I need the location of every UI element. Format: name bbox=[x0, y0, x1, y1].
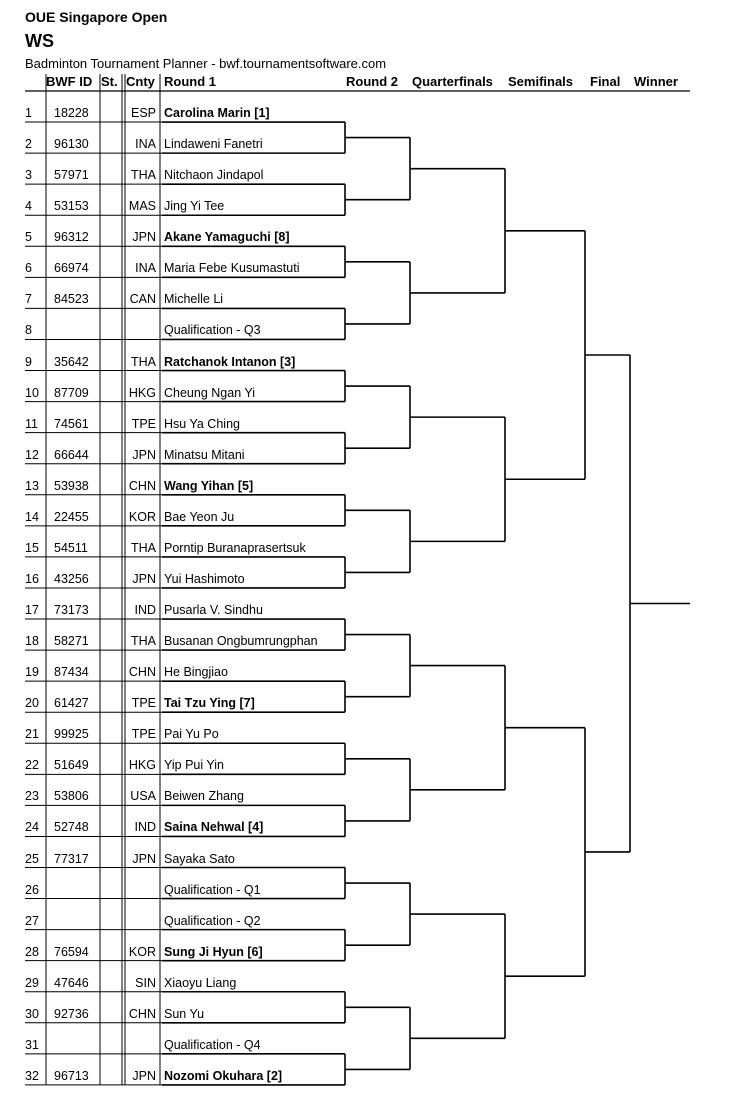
player-country: THA bbox=[131, 540, 156, 555]
draw-position: 18 bbox=[25, 634, 39, 649]
player-name: Lindaweni Fanetri bbox=[164, 137, 263, 152]
player-bwf-id: 77317 bbox=[54, 851, 89, 866]
player-bwf-id: 47646 bbox=[54, 975, 89, 990]
player-country: KOR bbox=[128, 509, 156, 524]
draw-position: 20 bbox=[25, 696, 39, 711]
col-round1: Round 1 bbox=[164, 74, 216, 89]
draw-position: 28 bbox=[25, 944, 39, 959]
col-country: Cnty bbox=[126, 74, 155, 89]
draw-position: 11 bbox=[25, 416, 38, 431]
draw-position: 30 bbox=[25, 1006, 39, 1021]
draw-position: 6 bbox=[25, 261, 32, 276]
player-country: CHN bbox=[128, 1006, 156, 1021]
draw-position: 24 bbox=[25, 820, 39, 835]
draw-position: 7 bbox=[25, 292, 32, 307]
player-name: Sayaka Sato bbox=[164, 851, 235, 866]
player-country: INA bbox=[135, 261, 156, 276]
col-final: Final bbox=[590, 74, 621, 89]
player-bwf-id: 92736 bbox=[54, 1006, 89, 1021]
col-winner: Winner bbox=[634, 74, 678, 89]
player-bwf-id: 96312 bbox=[54, 230, 89, 245]
player-name: Pusarla V. Sindhu bbox=[164, 603, 263, 618]
draw-position: 32 bbox=[25, 1068, 39, 1083]
player-country: TPE bbox=[131, 727, 156, 742]
draw-position: 4 bbox=[25, 199, 32, 214]
player-country: JPN bbox=[132, 230, 156, 245]
draw-position: 2 bbox=[25, 137, 32, 152]
player-name: Yip Pui Yin bbox=[164, 758, 224, 773]
draw-position: 13 bbox=[25, 478, 39, 493]
player-name: Cheung Ngan Yi bbox=[164, 385, 256, 400]
player-name: Qualification - Q4 bbox=[164, 1037, 261, 1052]
player-name: Wang Yihan [5] bbox=[164, 478, 254, 493]
player-bwf-id: 61427 bbox=[54, 696, 89, 711]
player-bwf-id: 18228 bbox=[54, 106, 89, 121]
player-country: HKG bbox=[128, 385, 156, 400]
player-country: JPN bbox=[132, 851, 156, 866]
draw-position: 14 bbox=[25, 509, 39, 524]
player-name: Maria Febe Kusumastuti bbox=[164, 261, 300, 276]
player-bwf-id: 66974 bbox=[54, 261, 89, 276]
category-title: WS bbox=[25, 31, 54, 51]
player-country: CHN bbox=[128, 665, 156, 680]
player-name: Minatsu Mitani bbox=[164, 447, 245, 462]
subtitle: Badminton Tournament Planner - bwf.tournamentsoftware.com bbox=[25, 56, 387, 71]
player-bwf-id: 99925 bbox=[54, 727, 89, 742]
player-country: TPE bbox=[131, 416, 156, 431]
player-country: THA bbox=[131, 634, 156, 649]
player-bwf-id: 51649 bbox=[54, 758, 89, 773]
player-name: Tai Tzu Ying [7] bbox=[164, 696, 255, 711]
player-country: THA bbox=[131, 168, 156, 183]
player-bwf-id: 76594 bbox=[54, 944, 89, 959]
player-bwf-id: 84523 bbox=[54, 292, 89, 307]
player-name: Jing Yi Tee bbox=[164, 199, 225, 214]
col-semifinals: Semifinals bbox=[508, 74, 574, 89]
player-bwf-id: 96130 bbox=[54, 137, 89, 152]
draw-position: 8 bbox=[25, 323, 32, 338]
player-name: Pai Yu Po bbox=[164, 727, 219, 742]
player-bwf-id: 58271 bbox=[54, 634, 89, 649]
player-country: ESP bbox=[130, 106, 156, 121]
player-name: Qualification - Q2 bbox=[164, 913, 261, 928]
draw-position: 26 bbox=[25, 882, 39, 897]
player-name: Ratchanok Intanon [3] bbox=[164, 354, 296, 369]
draw-position: 10 bbox=[25, 385, 39, 400]
player-bwf-id: 73173 bbox=[54, 603, 89, 618]
player-name: Nitchaon Jindapol bbox=[164, 168, 264, 183]
player-name: Qualification - Q3 bbox=[164, 323, 261, 338]
draw-position: 1 bbox=[25, 106, 32, 121]
player-name: Qualification - Q1 bbox=[164, 882, 261, 897]
player-country: CAN bbox=[129, 292, 156, 307]
draw-position: 15 bbox=[25, 540, 39, 555]
player-bwf-id: 52748 bbox=[54, 820, 89, 835]
player-bwf-id: 35642 bbox=[54, 354, 89, 369]
player-name: Busanan Ongbumrungphan bbox=[164, 634, 318, 649]
player-name: Saina Nehwal [4] bbox=[164, 820, 264, 835]
player-name: Nozomi Okuhara [2] bbox=[164, 1068, 283, 1083]
draw-position: 17 bbox=[25, 603, 39, 618]
player-name: Sun Yu bbox=[164, 1006, 205, 1021]
draw-position: 5 bbox=[25, 230, 32, 245]
player-name: Xiaoyu Liang bbox=[164, 975, 237, 990]
player-bwf-id: 57971 bbox=[54, 168, 89, 183]
draw-position: 3 bbox=[25, 168, 32, 183]
player-name: Hsu Ya Ching bbox=[164, 416, 240, 431]
player-bwf-id: 96713 bbox=[54, 1068, 89, 1083]
player-name: Michelle Li bbox=[164, 292, 224, 307]
draw-position: 16 bbox=[25, 571, 39, 586]
player-bwf-id: 43256 bbox=[54, 571, 89, 586]
event-title: OUE Singapore Open bbox=[25, 9, 168, 25]
draw-position: 31 bbox=[25, 1037, 39, 1052]
player-bwf-id: 22455 bbox=[54, 509, 89, 524]
player-bwf-id: 53938 bbox=[54, 478, 89, 493]
player-country: JPN bbox=[132, 571, 156, 586]
player-country: TPE bbox=[131, 696, 156, 711]
draw-position: 22 bbox=[25, 758, 39, 773]
player-name: Bae Yeon Ju bbox=[164, 509, 235, 524]
player-bwf-id: 87434 bbox=[54, 665, 89, 680]
player-name: Sung Ji Hyun [6] bbox=[164, 944, 263, 959]
player-country: MAS bbox=[128, 199, 156, 214]
player-name: Porntip Buranaprasertsuk bbox=[164, 540, 306, 555]
draw-position: 29 bbox=[25, 975, 39, 990]
player-bwf-id: 53806 bbox=[54, 789, 89, 804]
player-name: Carolina Marin [1] bbox=[164, 106, 270, 121]
player-country: IND bbox=[134, 820, 156, 835]
player-country: CHN bbox=[128, 478, 156, 493]
col-bwf-id: BWF ID bbox=[46, 74, 93, 89]
player-country: THA bbox=[131, 354, 156, 369]
player-name: Akane Yamaguchi [8] bbox=[164, 230, 290, 245]
draw-position: 19 bbox=[25, 665, 39, 680]
player-bwf-id: 54511 bbox=[54, 540, 88, 555]
player-country: SIN bbox=[135, 975, 156, 990]
player-bwf-id: 53153 bbox=[54, 199, 89, 214]
player-name: Yui Hashimoto bbox=[164, 571, 245, 586]
draw-position: 23 bbox=[25, 789, 39, 804]
player-name: He Bingjiao bbox=[164, 665, 228, 680]
draw-position: 9 bbox=[25, 354, 32, 369]
draw-position: 21 bbox=[25, 727, 39, 742]
player-bwf-id: 74561 bbox=[54, 416, 89, 431]
draw-position: 25 bbox=[25, 851, 39, 866]
player-bwf-id: 87709 bbox=[54, 385, 89, 400]
player-country: JPN bbox=[132, 447, 156, 462]
player-country: INA bbox=[135, 137, 156, 152]
player-bwf-id: 66644 bbox=[54, 447, 89, 462]
draw-position: 27 bbox=[25, 913, 39, 928]
col-quarterfinals: Quarterfinals bbox=[412, 74, 493, 89]
col-status: St. bbox=[101, 74, 118, 89]
col-round2: Round 2 bbox=[346, 74, 398, 89]
draw-position: 12 bbox=[25, 447, 39, 462]
player-country: KOR bbox=[128, 944, 156, 959]
player-country: IND bbox=[134, 603, 156, 618]
player-country: HKG bbox=[128, 758, 156, 773]
player-country: USA bbox=[130, 789, 156, 804]
player-country: JPN bbox=[132, 1068, 156, 1083]
player-name: Beiwen Zhang bbox=[164, 789, 244, 804]
